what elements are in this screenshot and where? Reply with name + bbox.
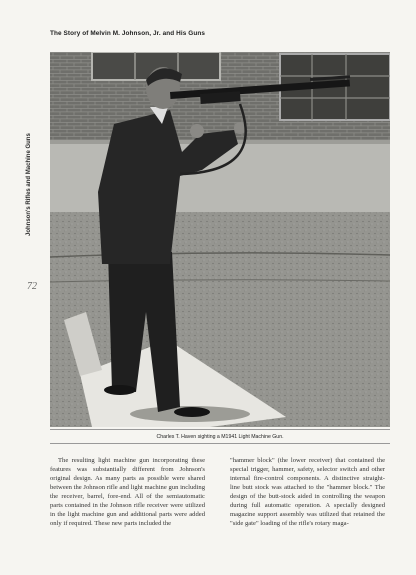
running-head: The Story of Melvin M. Johnson, Jr. and His Guns	[50, 30, 205, 37]
caption-text: Charles T. Haven sighting a M1941 Light Machine Gun.	[156, 433, 284, 440]
body-text-right-column: "hammer block" (the lower receiver) that contained the special trigger, hammer, safety, selector switch and other internal fire-control components. A distinctive straight-line butt stock was attached to the "hammer block." The design of the butt-stock aided in controlling the weapon during full automatic operation. A specially designed magazine support assembly was utilized that retained the "side gate" loading of the rifle's rotary maga-	[230, 457, 385, 527]
side-book-title: Johnson's Rifles and Machine Guns	[26, 133, 32, 236]
body-text-left-column: The resulting light machine gun incorporating these features was substantially different from Johnson's original design. As many parts as possible were shared between the Johnson rifle and light machine gun including the receiver, barrel, fore-end. All of the semiautomatic parts contained in the Johnson rifle receiver were utilized in the light machine gun and additional parts were added only if required. These new parts included the	[50, 457, 205, 527]
page-number: 72	[27, 281, 37, 292]
photograph	[50, 52, 390, 427]
figure-caption	[50, 429, 390, 444]
